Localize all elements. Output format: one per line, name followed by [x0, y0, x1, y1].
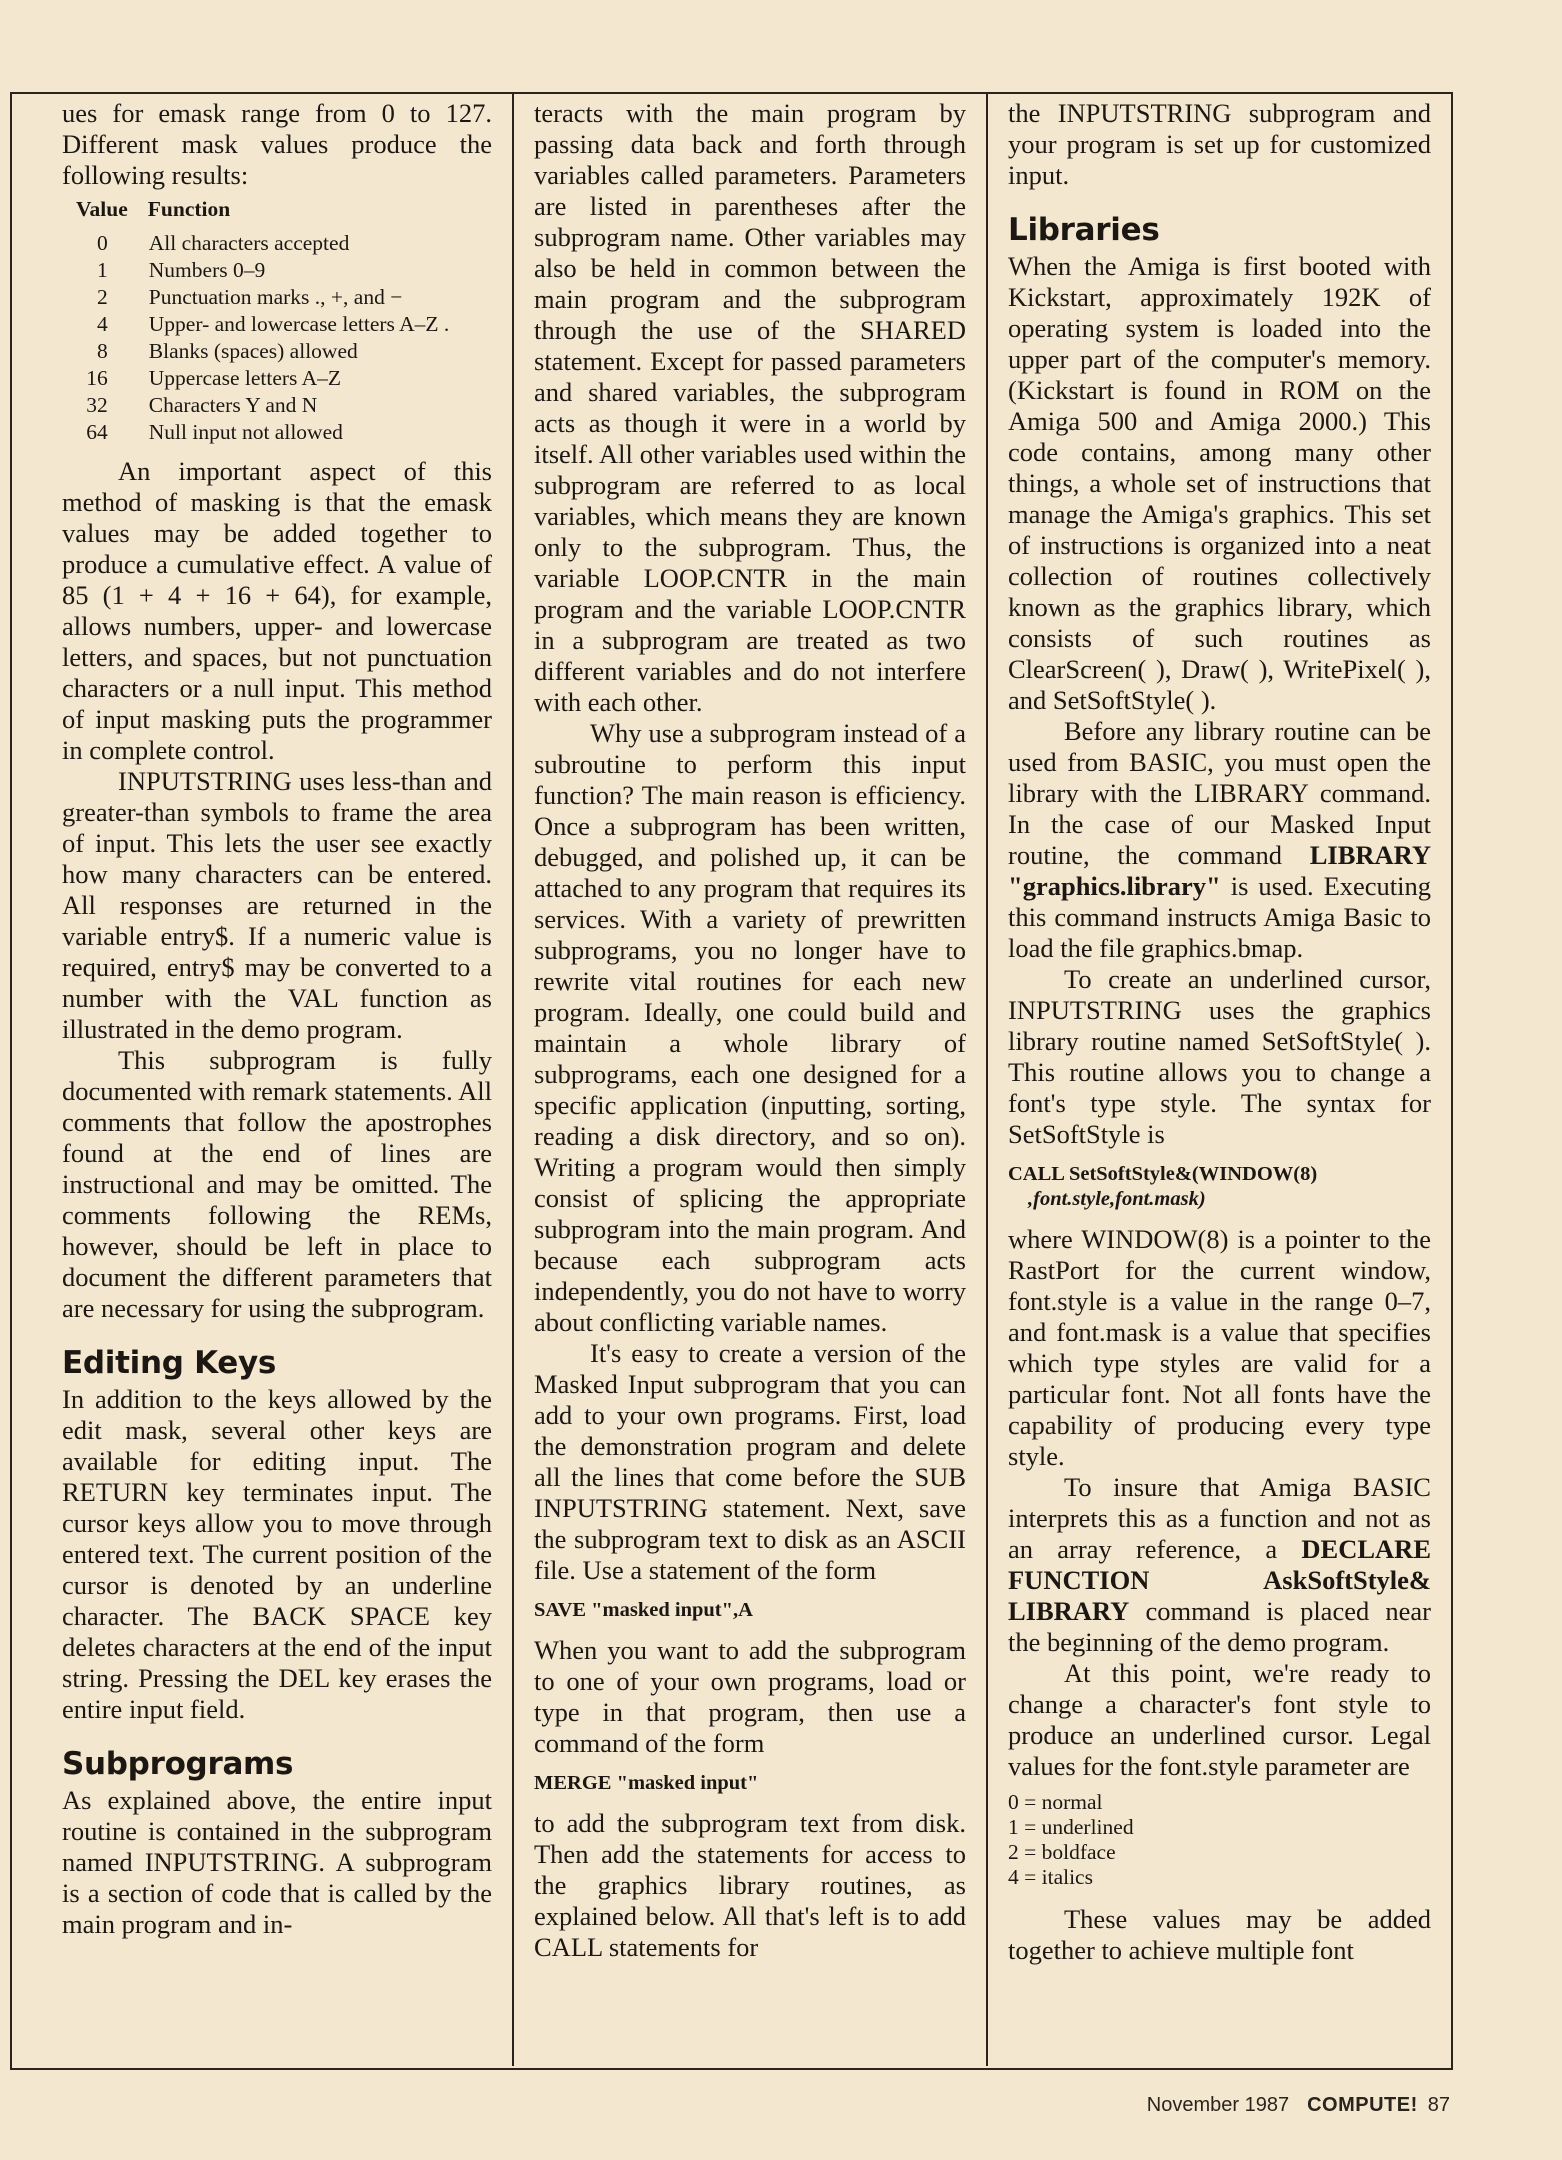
column-1	[42, 92, 514, 2066]
mask-function: Uppercase letters A–Z	[148, 366, 342, 390]
code-merge: MERGE "masked input"	[534, 1772, 759, 1794]
table-header-row	[76, 197, 450, 230]
style-item: 1 = underlined	[1008, 1815, 1134, 1839]
text: To insure that Amiga BASIC interprets this as a function and not as an array reference, a	[1008, 1472, 1431, 1564]
paragraph	[1008, 716, 1431, 964]
mask-function: All characters accepted	[148, 231, 350, 255]
code-line: ,font.style,font.mask)	[1028, 1188, 1206, 1210]
paragraph: ues for emask range from 0 to 127. Different mask values produce the following results:	[62, 98, 492, 190]
inline-code: DECLARE FUNCTION AskSoftStyle& LIBRARY	[1008, 1534, 1431, 1626]
page-footer	[1147, 2094, 1450, 2117]
mask-value: 16	[86, 366, 108, 390]
paragraph	[1008, 1472, 1431, 1658]
heading-editing-keys: Editing Keys	[62, 1345, 277, 1381]
table-row	[76, 284, 450, 311]
paragraph: the INPUTSTRING subprogram and your program is set up for customized input.	[1008, 98, 1431, 190]
mask-value: 32	[86, 393, 108, 417]
style-item: 2 = boldface	[1008, 1840, 1116, 1864]
issue-date: November 1987	[1146, 2094, 1290, 2116]
paragraph: to add the subprogram text from disk. Then add the statements for access to the graphics library routines, as explained below. All that's left is to add CALL statements for	[534, 1808, 966, 1962]
paragraph: It's easy to create a version of the Masked Input subprogram that you can add to your own programs. First, load the demonstration program and delete all the lines that come before the SUB INPUTSTRING statement. Next, save the subprogram text to disk as an ASCII file. Use a statement of the form	[534, 1338, 966, 1585]
paragraph: teracts with the main program by passing data back and forth through variables called parameters. Parameters are listed in parentheses after the subprogram name. Other variables may also be held in common between the main program and the subprogram through the use of the SHARED statement. Except for passed parameters and shared variables, the subprogram acts as though it were in a world by itself. All other variables used within the subprogram are referred to as local variables, which means they are known only to the subprogram. Thus, the variable LOOP.CNTR in the main program and the variable LOOP.CNTR in a subprogram are treated as two different variables and do not interfere with each other.	[534, 98, 966, 717]
paragraph: This subprogram is fully documented with remark statements. All comments that follow the apostrophes found at the end of lines are instructional and may be omitted. The comments following the REMs, however, should be left in place to document the different parameters that are necessary for using the subprogram.	[62, 1045, 492, 1323]
paragraph: As explained above, the entire input routine is contained in the subprogram named INPUTSTRING. A subprogram is a section of code that is called by the main program and in-	[62, 1785, 492, 1939]
page-number: 87	[1427, 2094, 1450, 2116]
column-2	[514, 92, 988, 2066]
paragraph: INPUTSTRING uses less-than and greater-than symbols to frame the area of input. This lets the user see exactly how many characters can be entered. All responses are returned in the variable entry$. If a numeric value is required, entry$ may be converted to a number with the VAL function as illustrated in the demo program.	[62, 766, 492, 1044]
inline-code: LIBRARY "graphics.library"	[1008, 840, 1432, 901]
header-function: Function	[147, 197, 231, 221]
table-row	[76, 338, 450, 365]
code-setsoftstyle	[1008, 1162, 1431, 1212]
mask-value: 4	[97, 312, 108, 336]
paragraph: When the Amiga is first booted with Kickstart, approximately 192K of operating system is loaded into the upper part of the computer's memory. (Kickstart is found in ROM on the Amiga 500 and Amiga 2000.) This code contains, among many other things, a whole set of instructions that manage the Amiga's graphics. This set of instructions is organized into a neat collection of routines collectively known as the graphics library, which consists of such routines as ClearScreen( ), Draw( ), WritePixel( ), and SetSoftStyle( ).	[1008, 251, 1431, 715]
text: Before any library routine can be used from BASIC, you must open the library with the LIBRARY command. In the case of our Masked Input routine, the command	[1008, 716, 1431, 870]
mask-function: Blanks (spaces) allowed	[148, 339, 358, 363]
mask-function: Numbers 0–9	[148, 258, 266, 282]
paragraph: To create an underlined cursor, INPUTSTRING uses the graphics library routine named SetSoftStyle( ). This routine allows you to change a font's type style. The syntax for SetSoftStyle is	[1008, 964, 1431, 1149]
mask-function: Null input not allowed	[148, 420, 343, 444]
paragraph: In addition to the keys allowed by the edit mask, several other keys are available for editing input. The RETURN key terminates input. The cursor keys allow you to move through entered text. The current position of the cursor is denoted by an underline character. The BACK SPACE key deletes characters at the end of the input string. Pressing the DEL key erases the entire input field.	[62, 1384, 492, 1724]
mask-function: Upper- and lowercase letters A–Z .	[148, 312, 450, 336]
magazine-name: COMPUTE!	[1307, 2094, 1418, 2116]
paragraph: These values may be added together to achieve multiple font	[1008, 1904, 1431, 1965]
text: is used. Executing this command instructs Amiga Basic to load the file graphics.bmap.	[1008, 871, 1432, 963]
font-style-list	[1008, 1790, 1431, 1890]
header-value: Value	[76, 197, 128, 221]
mask-table	[76, 197, 450, 446]
paragraph: When you want to add the subprogram to one of your own programs, load or type in that program, then use a command of the form	[534, 1635, 966, 1758]
table-row	[76, 257, 450, 284]
paragraph: where WINDOW(8) is a pointer to the RastPort for the current window, font.style is a value in the range 0–7, and font.mask is a value that specifies which type styles are valid for a particular font. Not all fonts have the capability of producing every type style.	[1008, 1224, 1431, 1471]
table-row	[76, 392, 450, 419]
paragraph: Why use a subprogram instead of a subroutine to perform this input function? The main reason is efficiency. Once a subprogram has been written, debugged, and polished up, it can be attached to any program that requires its services. With a variety of prewritten subprograms, you no longer have to rewrite vital routines for each new program. Ideally, one could build and maintain a whole library of subprograms, each one designed for a specific application (inputting, sorting, reading a disk directory, and so on). Writing a program would then simply consist of splicing the appropriate subprogram into the main program. And because each subprogram acts independently, you do not have to worry about conflicting variable names.	[534, 718, 966, 1337]
table-row	[76, 230, 450, 257]
mask-value: 2	[97, 285, 108, 309]
style-item: 4 = italics	[1008, 1865, 1093, 1889]
mask-value: 1	[97, 258, 108, 282]
code-save: SAVE "masked input",A	[534, 1599, 753, 1621]
mask-value: 64	[86, 420, 108, 444]
table-row	[76, 419, 450, 446]
code-line: CALL SetSoftStyle&(WINDOW(8)	[1008, 1163, 1318, 1185]
text: command is placed near the beginning of the demo program.	[1008, 1596, 1432, 1657]
column-3	[988, 92, 1451, 2066]
paragraph: An important aspect of this method of masking is that the emask values may be added together to produce a cumulative effect. A value of 85 (1 + 4 + 16 + 64), for example, allows numbers, upper- and lowercase letters, and spaces, but not punctuation characters or a null input. This method of input masking puts the programmer in complete control.	[62, 456, 492, 765]
mask-function: Characters Y and N	[148, 393, 318, 417]
heading-libraries: Libraries	[1008, 212, 1160, 248]
paragraph: At this point, we're ready to change a character's font style to produce an underlined cursor. Legal values for the font.style parameter are	[1008, 1658, 1431, 1781]
mask-function: Punctuation marks ., +, and −	[148, 285, 403, 309]
mask-value: 8	[97, 339, 108, 363]
table-row	[76, 311, 450, 338]
table-row	[76, 365, 450, 392]
mask-value: 0	[97, 231, 108, 255]
heading-subprograms: Subprograms	[62, 1746, 294, 1782]
style-item: 0 = normal	[1008, 1790, 1103, 1814]
